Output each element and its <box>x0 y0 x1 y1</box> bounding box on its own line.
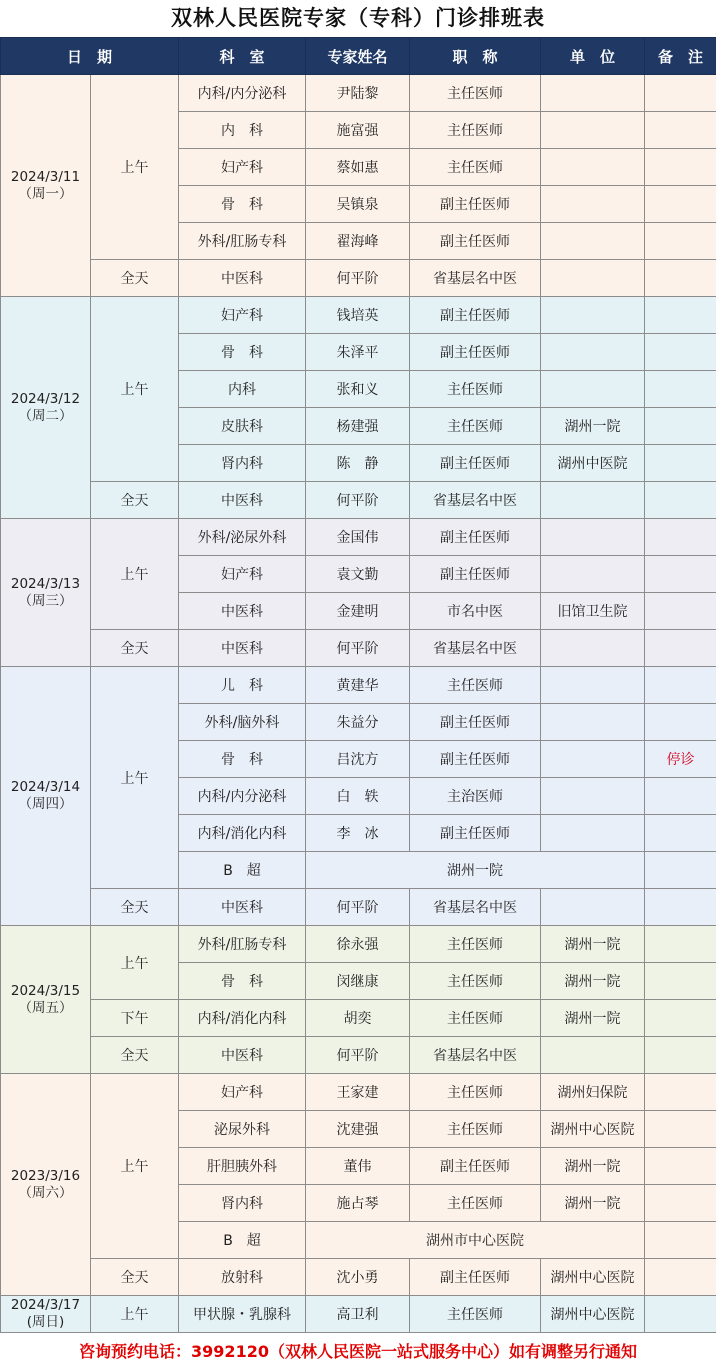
title-cell: 主任医师 <box>410 1185 541 1222</box>
dept-cell: 外科/脑外科 <box>179 704 306 741</box>
expert-name-cell: 白 轶 <box>306 778 410 815</box>
date-text: 2023/3/16 <box>1 1168 90 1185</box>
dept-cell: 肝胆胰外科 <box>179 1148 306 1185</box>
dept-cell: 骨 科 <box>179 741 306 778</box>
expert-name-cell: 何平阶 <box>306 1037 410 1074</box>
header-unit: 单 位 <box>541 38 645 75</box>
note-cell <box>645 852 716 889</box>
expert-name-cell: 翟海峰 <box>306 223 410 260</box>
table-row <box>1 1074 716 1111</box>
date-cell <box>1 297 91 519</box>
note-cell <box>645 1185 716 1222</box>
title-cell: 副主任医师 <box>410 704 541 741</box>
expert-name-cell: 沈小勇 <box>306 1259 410 1296</box>
dept-cell: 泌尿外科 <box>179 1111 306 1148</box>
expert-name-cell: 袁文勤 <box>306 556 410 593</box>
note-cell <box>645 408 716 445</box>
dept-cell: 内科/内分泌科 <box>179 75 306 112</box>
dept-cell: 妇产科 <box>179 556 306 593</box>
table-row <box>1 75 716 112</box>
title-cell: 副主任医师 <box>410 741 541 778</box>
table-row <box>1 1037 716 1074</box>
expert-name-cell: 沈建强 <box>306 1111 410 1148</box>
unit-cell <box>541 297 645 334</box>
title-cell: 主任医师 <box>410 1296 541 1333</box>
period-cell: 全天 <box>91 1259 179 1296</box>
expert-name-cell: 吕沈方 <box>306 741 410 778</box>
dept-cell: 肾内科 <box>179 1185 306 1222</box>
title-cell: 省基层名中医 <box>410 889 541 926</box>
expert-name-cell: 金国伟 <box>306 519 410 556</box>
note-cell <box>645 112 716 149</box>
title-cell: 副主任医师 <box>410 519 541 556</box>
title-cell: 省基层名中医 <box>410 630 541 667</box>
period-cell: 上午 <box>91 519 179 630</box>
page-title: 双林人民医院专家（专科）门诊排班表 <box>0 0 716 37</box>
expert-name-cell: 施占琴 <box>306 1185 410 1222</box>
note-cell <box>645 704 716 741</box>
expert-name-cell: 张和义 <box>306 371 410 408</box>
expert-name-cell: 黄建华 <box>306 667 410 704</box>
date-cell <box>1 1296 91 1333</box>
title-cell: 副主任医师 <box>410 445 541 482</box>
title-cell: 市名中医 <box>410 593 541 630</box>
unit-cell: 湖州一院 <box>541 408 645 445</box>
dept-cell: 儿 科 <box>179 667 306 704</box>
date-cell <box>1 1074 91 1296</box>
dept-cell: 内科 <box>179 371 306 408</box>
unit-cell <box>541 1037 645 1074</box>
date-text: 2024/3/15 <box>1 983 90 1000</box>
expert-name-cell: 何平阶 <box>306 889 410 926</box>
unit-cell <box>541 371 645 408</box>
unit-cell <box>541 112 645 149</box>
unit-cell <box>541 630 645 667</box>
dept-cell: B 超 <box>179 852 306 889</box>
title-cell: 主任医师 <box>410 112 541 149</box>
dept-cell: 甲状腺・乳腺科 <box>179 1296 306 1333</box>
note-cell <box>645 223 716 260</box>
expert-name-cell: 陈 静 <box>306 445 410 482</box>
title-cell: 省基层名中医 <box>410 260 541 297</box>
note-cell <box>645 260 716 297</box>
period-cell: 上午 <box>91 926 179 1000</box>
note-cell <box>645 482 716 519</box>
expert-name-cell: 钱培英 <box>306 297 410 334</box>
note-cell: 停诊 <box>645 741 716 778</box>
note-cell <box>645 1259 716 1296</box>
dept-cell: 内科/消化内科 <box>179 815 306 852</box>
unit-cell <box>541 704 645 741</box>
unit-cell <box>541 667 645 704</box>
period-cell: 全天 <box>91 1037 179 1074</box>
dept-cell: 肾内科 <box>179 445 306 482</box>
period-cell: 上午 <box>91 667 179 889</box>
note-cell <box>645 445 716 482</box>
expert-name-cell: 杨建强 <box>306 408 410 445</box>
dept-cell: B 超 <box>179 1222 306 1259</box>
note-cell <box>645 889 716 926</box>
date-text: 2024/3/14 <box>1 779 90 796</box>
title-cell: 省基层名中医 <box>410 1037 541 1074</box>
date-cell <box>1 75 91 297</box>
note-cell <box>645 149 716 186</box>
period-cell: 全天 <box>91 482 179 519</box>
expert-name-cell: 何平阶 <box>306 482 410 519</box>
expert-name-cell: 朱泽平 <box>306 334 410 371</box>
title-cell: 副主任医师 <box>410 1148 541 1185</box>
table-row <box>1 889 716 926</box>
unit-cell <box>541 334 645 371</box>
unit-cell: 湖州一院 <box>541 963 645 1000</box>
note-cell <box>645 1296 716 1333</box>
expert-name-cell: 何平阶 <box>306 630 410 667</box>
unit-cell: 湖州一院 <box>541 1000 645 1037</box>
expert-name-cell: 王家建 <box>306 1074 410 1111</box>
expert-name-cell: 李 冰 <box>306 815 410 852</box>
note-cell <box>645 1111 716 1148</box>
unit-cell <box>541 75 645 112</box>
table-row <box>1 667 716 704</box>
note-cell <box>645 297 716 334</box>
expert-name-cell: 胡奕 <box>306 1000 410 1037</box>
date-text: 2024/3/11 <box>1 169 90 186</box>
period-cell: 上午 <box>91 1296 179 1333</box>
schedule-table <box>0 37 716 1333</box>
note-cell <box>645 1074 716 1111</box>
unit-cell: 湖州中心医院 <box>541 1296 645 1333</box>
title-cell: 主任医师 <box>410 149 541 186</box>
table-row <box>1 519 716 556</box>
date-cell <box>1 926 91 1074</box>
unit-cell: 旧馆卫生院 <box>541 593 645 630</box>
period-cell: 上午 <box>91 75 179 260</box>
table-row <box>1 1259 716 1296</box>
dept-cell: 皮肤科 <box>179 408 306 445</box>
unit-cell: 湖州中心医院 <box>541 1259 645 1296</box>
title-cell: 主任医师 <box>410 926 541 963</box>
title-cell: 副主任医师 <box>410 556 541 593</box>
note-cell <box>645 334 716 371</box>
table-row <box>1 482 716 519</box>
unit-cell <box>541 778 645 815</box>
expert-name-cell: 吴镇泉 <box>306 186 410 223</box>
dept-cell: 妇产科 <box>179 1074 306 1111</box>
dept-cell: 中医科 <box>179 630 306 667</box>
dept-cell: 妇产科 <box>179 297 306 334</box>
note-cell <box>645 926 716 963</box>
table-row <box>1 1000 716 1037</box>
dept-cell: 中医科 <box>179 1037 306 1074</box>
header-row <box>1 38 716 75</box>
expert-name-cell: 蔡如惠 <box>306 149 410 186</box>
unit-cell: 湖州妇保院 <box>541 1074 645 1111</box>
title-cell: 副主任医师 <box>410 297 541 334</box>
unit-cell: 湖州一院 <box>541 926 645 963</box>
header-expert: 专家姓名 <box>306 38 410 75</box>
title-cell: 主任医师 <box>410 1074 541 1111</box>
footer-contact: 咨询预约电话：3992120（双林人民医院一站式服务中心）如有调整另行通知 <box>0 1333 716 1371</box>
dept-cell: 外科/肛肠专科 <box>179 926 306 963</box>
expert-name-cell: 何平阶 <box>306 260 410 297</box>
dept-cell: 内科/内分泌科 <box>179 778 306 815</box>
period-cell: 全天 <box>91 630 179 667</box>
unit-cell <box>541 223 645 260</box>
table-row <box>1 630 716 667</box>
unit-cell <box>541 889 645 926</box>
title-cell: 主任医师 <box>410 75 541 112</box>
title-cell: 副主任医师 <box>410 1259 541 1296</box>
weekday-text: （周六） <box>1 1185 90 1202</box>
note-cell <box>645 519 716 556</box>
period-cell: 上午 <box>91 1074 179 1259</box>
header-note: 备 注 <box>645 38 716 75</box>
date-text: 2024/3/17 <box>1 1297 90 1314</box>
unit-cell: 湖州中医院 <box>541 445 645 482</box>
table-row <box>1 1296 716 1333</box>
note-cell <box>645 667 716 704</box>
note-cell <box>645 1037 716 1074</box>
unit-cell <box>541 186 645 223</box>
note-cell <box>645 1222 716 1259</box>
dept-cell: 骨 科 <box>179 186 306 223</box>
expert-name-cell: 高卫利 <box>306 1296 410 1333</box>
date-cell <box>1 519 91 667</box>
expert-name-cell: 施富强 <box>306 112 410 149</box>
dept-cell: 外科/肛肠专科 <box>179 223 306 260</box>
title-cell: 副主任医师 <box>410 223 541 260</box>
expert-name-cell: 徐永强 <box>306 926 410 963</box>
note-cell <box>645 186 716 223</box>
note-cell <box>645 75 716 112</box>
header-dept: 科 室 <box>179 38 306 75</box>
weekday-text: （周二） <box>1 408 90 425</box>
note-cell <box>645 371 716 408</box>
dept-cell: 中医科 <box>179 593 306 630</box>
dept-cell: 外科/泌尿外科 <box>179 519 306 556</box>
title-cell: 主任医师 <box>410 963 541 1000</box>
note-cell <box>645 1000 716 1037</box>
title-cell: 主治医师 <box>410 778 541 815</box>
title-cell: 副主任医师 <box>410 186 541 223</box>
merged-unit-cell: 湖州一院 <box>306 852 645 889</box>
title-cell: 主任医师 <box>410 1111 541 1148</box>
period-cell: 全天 <box>91 260 179 297</box>
dept-cell: 妇产科 <box>179 149 306 186</box>
note-cell <box>645 778 716 815</box>
header-date: 日 期 <box>1 38 179 75</box>
dept-cell: 内 科 <box>179 112 306 149</box>
expert-name-cell: 金建明 <box>306 593 410 630</box>
note-cell <box>645 963 716 1000</box>
expert-name-cell: 董伟 <box>306 1148 410 1185</box>
unit-cell <box>541 815 645 852</box>
title-cell: 副主任医师 <box>410 334 541 371</box>
table-row <box>1 260 716 297</box>
dept-cell: 骨 科 <box>179 963 306 1000</box>
dept-cell: 中医科 <box>179 482 306 519</box>
dept-cell: 中医科 <box>179 260 306 297</box>
merged-unit-cell: 湖州市中心医院 <box>306 1222 645 1259</box>
note-cell <box>645 815 716 852</box>
table-row <box>1 297 716 334</box>
unit-cell <box>541 519 645 556</box>
note-cell <box>645 1148 716 1185</box>
expert-name-cell: 朱益分 <box>306 704 410 741</box>
dept-cell: 内科/消化内科 <box>179 1000 306 1037</box>
header-title: 职 称 <box>410 38 541 75</box>
weekday-text: （周三） <box>1 593 90 610</box>
date-text: 2024/3/12 <box>1 391 90 408</box>
unit-cell: 湖州一院 <box>541 1185 645 1222</box>
note-cell <box>645 593 716 630</box>
unit-cell <box>541 482 645 519</box>
note-cell <box>645 630 716 667</box>
dept-cell: 放射科 <box>179 1259 306 1296</box>
table-row <box>1 926 716 963</box>
weekday-text: (周日) <box>1 1314 90 1331</box>
title-cell: 省基层名中医 <box>410 482 541 519</box>
unit-cell <box>541 741 645 778</box>
date-text: 2024/3/13 <box>1 576 90 593</box>
dept-cell: 骨 科 <box>179 334 306 371</box>
unit-cell: 湖州一院 <box>541 1148 645 1185</box>
weekday-text: （周四） <box>1 796 90 813</box>
title-cell: 主任医师 <box>410 371 541 408</box>
unit-cell <box>541 556 645 593</box>
period-cell: 下午 <box>91 1000 179 1037</box>
unit-cell <box>541 260 645 297</box>
title-cell: 主任医师 <box>410 1000 541 1037</box>
unit-cell: 湖州中心医院 <box>541 1111 645 1148</box>
period-cell: 全天 <box>91 889 179 926</box>
expert-name-cell: 闵继康 <box>306 963 410 1000</box>
note-cell <box>645 556 716 593</box>
title-cell: 主任医师 <box>410 667 541 704</box>
period-cell: 上午 <box>91 297 179 482</box>
title-cell: 副主任医师 <box>410 815 541 852</box>
weekday-text: （周一） <box>1 186 90 203</box>
title-cell: 主任医师 <box>410 408 541 445</box>
date-cell <box>1 667 91 926</box>
unit-cell <box>541 149 645 186</box>
weekday-text: （周五） <box>1 1000 90 1017</box>
dept-cell: 中医科 <box>179 889 306 926</box>
expert-name-cell: 尹陆黎 <box>306 75 410 112</box>
